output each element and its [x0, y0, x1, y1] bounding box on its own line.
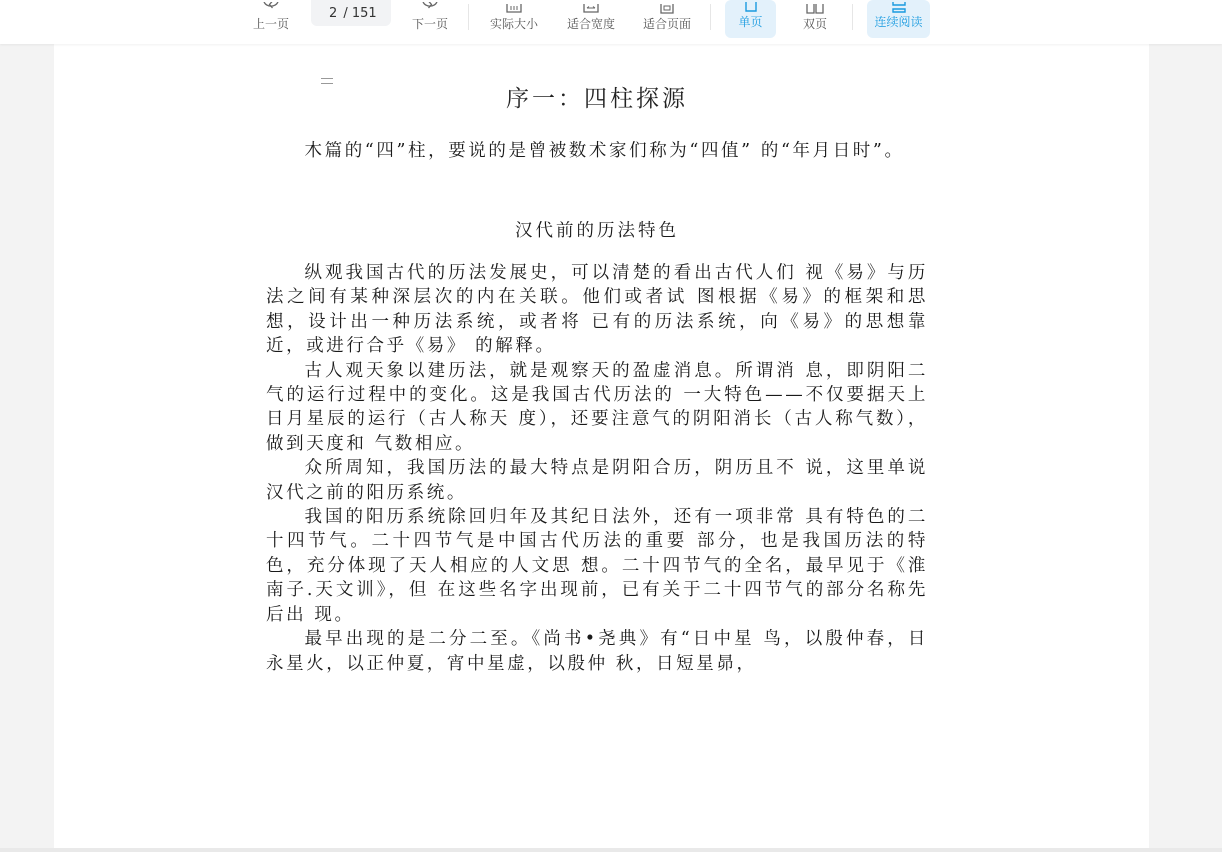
body-paragraph: 最早出现的是二分二至。《尚书•尧典》有“日中星 鸟，以殷仲春，日永星火，以正仲夏，宵中星虚，以殷仲 秋，日短星昴，: [266, 629, 928, 674]
page-indicator: [311, 0, 391, 26]
actual-size-label: 实际大小: [489, 17, 538, 31]
document-page: [54, 44, 1149, 852]
double-page-button[interactable]: [792, 0, 838, 40]
fit-page-button[interactable]: [636, 0, 698, 40]
actual-size-icon: [504, 4, 524, 16]
viewer-bottom-edge: [0, 848, 1222, 852]
body-paragraph: 我国的阳历系统除回归年及其纪日法外，还有一项非常 具有特色的二十四节气。二十四节气是中国古代历法的重要 部分，也是我国历法的特色，充分体现了天人相应的人文思 想。二十四节气的全名，最早见于《淮南子.天文训》，但 在这些名字出现前，已有关于二十四节气的部分名称先后出 现。: [266, 507, 928, 625]
body-paragraph: 众所周知，我国历法的最大特点是阴阳合历，阴历且不 说，这里单说汉代之前的阳历系统。: [266, 458, 928, 503]
continuous-reading-label: 连续阅读: [874, 15, 923, 29]
section-heading: 汉代前的历法特色: [515, 221, 679, 241]
fit-width-button[interactable]: [560, 0, 622, 40]
current-page-input[interactable]: [321, 6, 337, 21]
continuous-reading-button[interactable]: [867, 0, 930, 38]
double-page-icon: [805, 4, 825, 16]
prev-page-button[interactable]: [247, 0, 295, 40]
prev-page-label: 上一页: [252, 17, 289, 31]
fit-width-icon: [581, 4, 601, 16]
continuous-scroll-icon: [889, 2, 909, 14]
intro-paragraph: 木篇的“四”柱，要说的是曾被数术家们称为“四值” 的“年月日时”。: [304, 141, 905, 161]
single-page-icon: [741, 2, 761, 14]
toolbar-divider: [468, 4, 469, 30]
fit-width-label: 适合宽度: [566, 17, 615, 31]
double-page-label: 双页: [802, 17, 827, 31]
single-page-label: 单页: [738, 15, 763, 29]
next-page-label: 下一页: [411, 17, 448, 31]
body-paragraph: 古人观天象以建历法，就是观察天的盈虚消息。所谓消 息，即阴阳二气的运行过程中的变化。这是我国古代历法的 一大特色——不仅要据天上日月星辰的运行（古人称天 度），还要注意气的阴阳消长（古人称气数），做到天度和 气数相应。: [266, 360, 928, 454]
fit-page-icon: [657, 4, 677, 16]
actual-size-button[interactable]: [484, 0, 544, 40]
total-pages: / 151: [343, 5, 377, 21]
toolbar-divider: [852, 4, 853, 30]
fit-page-label: 适合页面: [642, 17, 691, 31]
chevron-right-circle-icon: [420, 2, 440, 16]
toolbar-divider: [710, 4, 711, 30]
body-paragraph: 纵观我国古代的历法发展史，可以清楚的看出古代人们 视《易》与历法之间有某种深层次的内在关联。他们或者试 图根据《易》的框架和思想，设计出一种历法系统，或者将 已有的历法系统，向《易》的思想靠近，或进行合乎《易》 的解释。: [266, 263, 928, 357]
body-block: [266, 261, 928, 676]
page-title: 序一：四柱探源: [506, 86, 688, 112]
viewer-toolbar: [0, 0, 1222, 44]
next-page-button[interactable]: [406, 0, 454, 40]
intro-block: [266, 139, 928, 163]
single-page-button[interactable]: [725, 0, 776, 38]
chevron-left-circle-icon: [261, 2, 281, 16]
